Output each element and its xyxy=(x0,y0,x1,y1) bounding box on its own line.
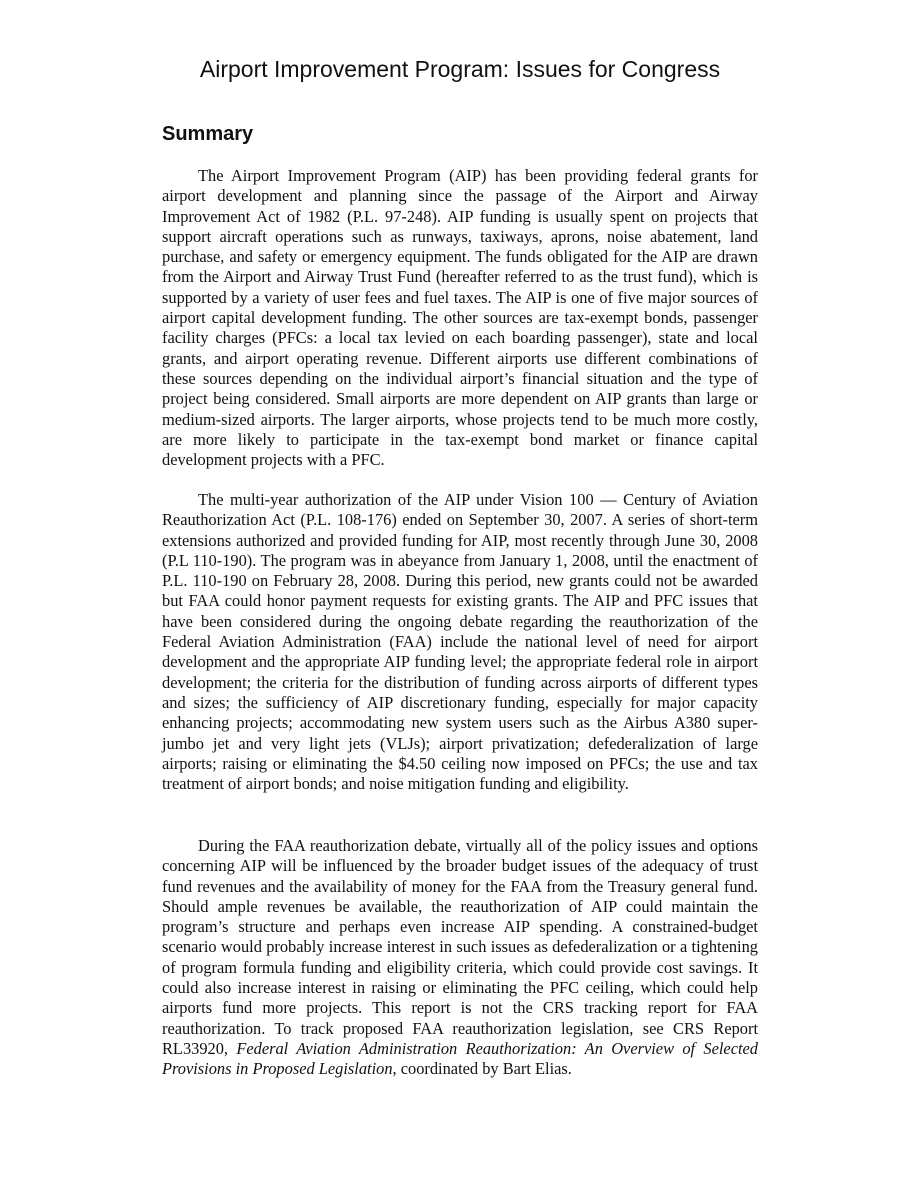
summary-paragraph-2: The multi-year authorization of the AIP under Vision 100 — Century of Aviation Reauthorization Act (P.L. 108-176) ended on September 30, 2007. A series of short-term extensions authorized and provided funding for AIP, most recently through June 30, 2008 (P.L 110-190). The program was in abeyance from January 1, 2008, until the enactment of P.L. 110-190 on February 28, 2008. During this period, new grants could not be awarded but FAA could honor payment requests for existing grants. The AIP and PFC issues that have been considered during the ongoing debate regarding the reauthorization of the Federal Aviation Administration (FAA) include the national level of need for airport development and the appropriate AIP funding level; the appropriate federal role in airport development; the criteria for the distribution of funding across airports of different types and sizes; the sufficiency of AIP discretionary funding, especially for major capacity enhancing projects; accommodating new system users such as the Airbus A380 super-jumbo jet and very light jets (VLJs); airport privatization; defederalization of large airports; raising or eliminating the $4.50 ceiling now imposed on PFCs; the use and tax treatment of airport bonds; and noise mitigation funding and eligibility. xyxy=(162,490,758,794)
paragraph-3-tail: , coordinated by Bart Elias. xyxy=(392,1059,572,1079)
paragraph-3-text: During the FAA reauthorization debate, virtually all of the policy issues and options concerning AIP will be influenced by the broader budget issues of the adequacy of trust fund revenues and the availability of money for the FAA from the Treasury general fund. Should ample revenues be available, the reauthorization of AIP could maintain the program’s structure and perhaps even increase AIP spending. A constrained-budget scenario would probably increase interest in such issues as defederalization or a tightening of program formula funding and eligibility criteria, which could provide cost savings. It could also increase interest in raising or eliminating the PFC ceiling, which could help airports fund more projects. This report is not the CRS tracking report for FAA reauthorization. To track proposed FAA reauthorization legislation, see CRS Report RL33920, xyxy=(162,836,758,1058)
document-title: Airport Improvement Program: Issues for Congress xyxy=(199,56,721,82)
section-heading-summary: Summary xyxy=(162,123,254,145)
report-citation-title: Federal Aviation Administration Reauthorization: An Overview of Selected Provisions in Proposed Legislation xyxy=(162,1038,758,1079)
summary-paragraph-3 xyxy=(162,836,758,1080)
summary-paragraph-1: The Airport Improvement Program (AIP) has been providing federal grants for airport development and planning since the passage of the Airport and Airway Improvement Act of 1982 (P.L. 97-248). AIP funding is usually spent on projects that support aircraft operations such as runways, taxiways, aprons, noise abatement, land purchase, and safety or emergency equipment. The funds obligated for the AIP are drawn from the Airport and Airway Trust Fund (hereafter referred to as the trust fund), which is supported by a variety of user fees and fuel taxes. The AIP is one of five major sources of airport capital development funding. The other sources are tax-exempt bonds, passenger facility charges (PFCs: a local tax levied on each boarding passenger), state and local grants, and airport operating revenue. Different airports use different combinations of these sources depending on the individual airport’s financial situation and the type of project being considered. Small airports are more dependent on AIP grants than large or medium-sized airports. The larger airports, whose projects tend to be much more costly, are more likely to participate in the tax-exempt bond market or finance capital development projects with a PFC. xyxy=(162,166,758,470)
